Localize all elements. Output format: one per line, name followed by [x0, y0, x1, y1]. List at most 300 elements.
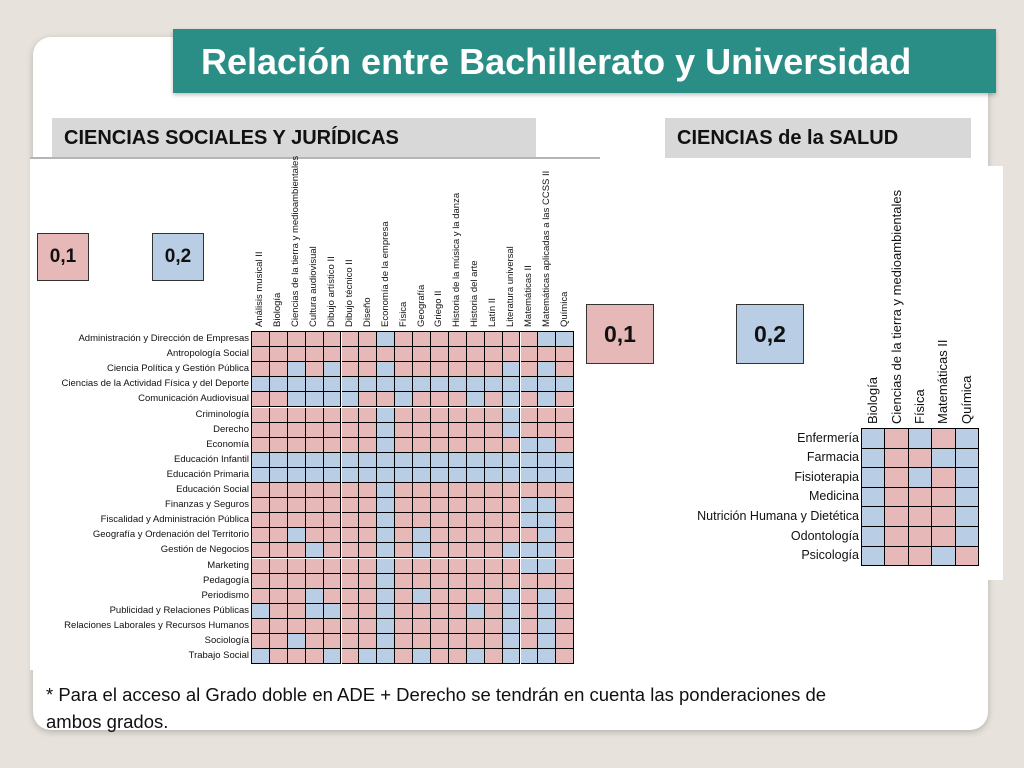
table-cell	[324, 634, 342, 649]
table-cell	[556, 604, 574, 619]
table-cell	[449, 649, 467, 664]
table-cell	[521, 574, 539, 589]
table-cell	[342, 543, 360, 558]
table-cell	[324, 423, 342, 438]
table-cell	[270, 453, 288, 468]
table-cell	[521, 483, 539, 498]
table-cell	[359, 362, 377, 377]
table-cell	[431, 468, 449, 483]
table-cell	[556, 513, 574, 528]
table-cell	[956, 429, 979, 449]
table-cell	[324, 453, 342, 468]
table-cell	[270, 528, 288, 543]
table-cell	[270, 604, 288, 619]
table-cell	[467, 498, 485, 513]
table-cell	[395, 543, 413, 558]
table-cell	[359, 347, 377, 362]
table-cell	[521, 468, 539, 483]
table-cell	[932, 429, 955, 449]
table-cell	[538, 604, 556, 619]
table-cell	[431, 392, 449, 407]
table-cell	[342, 483, 360, 498]
table-cell	[377, 498, 395, 513]
table-cell	[324, 362, 342, 377]
table-cell	[252, 513, 270, 528]
table-cell	[503, 574, 521, 589]
table-cell	[377, 604, 395, 619]
table-cell	[538, 574, 556, 589]
row-label: Farmacia	[806, 450, 859, 465]
table-cell	[485, 377, 503, 392]
row-label: Fisioterapia	[794, 469, 859, 484]
table-cell	[449, 468, 467, 483]
table-cell	[556, 408, 574, 423]
table-cell	[359, 468, 377, 483]
table-cell	[503, 604, 521, 619]
table-cell	[467, 543, 485, 558]
row-label: Trabajo Social	[188, 650, 249, 662]
column-header: Física	[912, 389, 928, 424]
table-cell	[306, 408, 324, 423]
table-cell	[932, 507, 955, 527]
table-cell	[413, 559, 431, 574]
table-cell	[377, 634, 395, 649]
table-cell	[252, 377, 270, 392]
table-cell	[342, 589, 360, 604]
table-cell	[413, 574, 431, 589]
table-cell	[467, 649, 485, 664]
table-cell	[521, 543, 539, 558]
table-cell	[270, 438, 288, 453]
table-cell	[342, 347, 360, 362]
table-cell	[449, 619, 467, 634]
table-cell	[538, 468, 556, 483]
table-cell	[359, 438, 377, 453]
table-cell	[538, 649, 556, 664]
table-cell	[503, 408, 521, 423]
table-cell	[359, 392, 377, 407]
table-cell	[395, 513, 413, 528]
table-cell	[862, 429, 885, 449]
table-cell	[556, 483, 574, 498]
table-cell	[449, 377, 467, 392]
table-cell	[324, 483, 342, 498]
table-cell	[413, 589, 431, 604]
table-cell	[288, 408, 306, 423]
table-cell	[324, 438, 342, 453]
table-cell	[449, 347, 467, 362]
table-cell	[270, 498, 288, 513]
table-cell	[503, 453, 521, 468]
table-cell	[288, 513, 306, 528]
table-cell	[556, 438, 574, 453]
table-cell	[270, 559, 288, 574]
table-cell	[306, 574, 324, 589]
table-cell	[932, 488, 955, 508]
table-cell	[909, 527, 932, 547]
table-cell	[324, 498, 342, 513]
table-cell	[288, 649, 306, 664]
table-cell	[449, 453, 467, 468]
table-cell	[306, 559, 324, 574]
table-cell	[377, 362, 395, 377]
table-cell	[485, 347, 503, 362]
table-cell	[342, 453, 360, 468]
table-cell	[288, 377, 306, 392]
table-cell	[306, 634, 324, 649]
table-cell	[485, 468, 503, 483]
table-cell	[521, 408, 539, 423]
row-label: Antropología Social	[166, 348, 249, 360]
table-cell	[359, 483, 377, 498]
column-header: Historia del arte	[469, 260, 481, 327]
table-cell	[485, 453, 503, 468]
table-cell	[556, 453, 574, 468]
column-header: Química	[558, 291, 570, 327]
table-cell	[288, 453, 306, 468]
table-cell	[885, 507, 908, 527]
table-cell	[306, 589, 324, 604]
table-cell	[324, 619, 342, 634]
table-cell	[556, 468, 574, 483]
table-cell	[270, 347, 288, 362]
table-cell	[932, 547, 955, 567]
table-cell	[449, 392, 467, 407]
table-cell	[306, 483, 324, 498]
table-cell	[485, 604, 503, 619]
table-cell	[449, 634, 467, 649]
table-cell	[288, 392, 306, 407]
table-cell	[306, 392, 324, 407]
table-cell	[431, 332, 449, 347]
table-cell	[359, 604, 377, 619]
table-cell	[538, 498, 556, 513]
table-cell	[503, 543, 521, 558]
row-label: Educación Primaria	[166, 468, 249, 480]
table-cell	[431, 634, 449, 649]
table-cell	[395, 589, 413, 604]
table-cell	[270, 332, 288, 347]
table-cell	[413, 498, 431, 513]
row-label: Derecho	[213, 423, 249, 435]
table-cell	[324, 589, 342, 604]
table-cell	[556, 377, 574, 392]
table-cell	[521, 559, 539, 574]
table-cell	[306, 377, 324, 392]
legend-high-box: 0,2	[152, 233, 204, 281]
column-header: Diseño	[361, 297, 373, 327]
table-cell	[485, 634, 503, 649]
table-cell	[395, 438, 413, 453]
table-cell	[521, 528, 539, 543]
row-label: Enfermería	[797, 430, 859, 445]
table-cell	[377, 408, 395, 423]
table-cell	[503, 468, 521, 483]
table-cell	[342, 604, 360, 619]
table-cell	[306, 498, 324, 513]
table-cell	[306, 347, 324, 362]
table-cell	[324, 332, 342, 347]
table-cell	[467, 589, 485, 604]
table-cell	[467, 362, 485, 377]
table-cell	[932, 468, 955, 488]
row-label: Criminología	[195, 408, 249, 420]
table-cell	[538, 362, 556, 377]
table-cell	[485, 332, 503, 347]
table-cell	[485, 543, 503, 558]
table-cell	[306, 332, 324, 347]
column-header: Griego II	[433, 290, 445, 327]
table-cell	[288, 438, 306, 453]
table-cell	[342, 513, 360, 528]
table-cell	[538, 332, 556, 347]
table-cell	[556, 392, 574, 407]
table-cell	[342, 559, 360, 574]
table-cell	[431, 543, 449, 558]
table-cell	[342, 438, 360, 453]
table-cell	[467, 453, 485, 468]
table-cell	[909, 488, 932, 508]
column-header: Análisis musical II	[254, 251, 266, 327]
table-cell	[270, 574, 288, 589]
row-label: Periodismo	[201, 589, 249, 601]
table-cell	[377, 377, 395, 392]
table-cell	[538, 453, 556, 468]
table-cell	[467, 528, 485, 543]
row-label: Administración y Dirección de Empresas	[78, 333, 249, 345]
column-header: Historia de la música y la danza	[451, 192, 463, 327]
table-cell	[306, 362, 324, 377]
table-cell	[862, 507, 885, 527]
table-cell	[521, 498, 539, 513]
table-cell	[431, 408, 449, 423]
table-cell	[503, 362, 521, 377]
footnote: * Para el acceso al Grado doble en ADE + Derecho se tendrán en cuenta las ponderaciones de ambos grados.	[46, 684, 827, 732]
legend-high-box-health: 0,2	[736, 304, 804, 364]
table-cell	[252, 408, 270, 423]
table-cell	[342, 634, 360, 649]
column-header: Matemáticas II	[522, 265, 534, 327]
table-cell	[288, 619, 306, 634]
table-cell	[485, 438, 503, 453]
table-cell	[431, 453, 449, 468]
table-cell	[956, 449, 979, 469]
table-cell	[467, 438, 485, 453]
table-cell	[485, 528, 503, 543]
table-cell	[485, 408, 503, 423]
table-cell	[342, 332, 360, 347]
table-cell	[395, 347, 413, 362]
table-cell	[395, 559, 413, 574]
table-cell	[395, 408, 413, 423]
table-cell	[956, 468, 979, 488]
table-cell	[288, 634, 306, 649]
table-cell	[449, 574, 467, 589]
table-cell	[324, 408, 342, 423]
table-cell	[413, 453, 431, 468]
table-cell	[556, 619, 574, 634]
table-cell	[503, 377, 521, 392]
table-cell	[395, 332, 413, 347]
table-cell	[324, 649, 342, 664]
table-cell	[467, 559, 485, 574]
table-cell	[503, 589, 521, 604]
table-cell	[413, 347, 431, 362]
table-cell	[252, 483, 270, 498]
table-cell	[288, 362, 306, 377]
social-sciences-heading: CIENCIAS SOCIALES Y JURÍDICAS	[52, 118, 536, 158]
table-cell	[270, 362, 288, 377]
table-cell	[538, 347, 556, 362]
table-cell	[252, 619, 270, 634]
table-cell	[395, 574, 413, 589]
table-cell	[521, 604, 539, 619]
table-cell	[431, 589, 449, 604]
row-label: Ciencia Política y Gestión Pública	[106, 363, 249, 375]
table-cell	[395, 423, 413, 438]
table-cell	[449, 423, 467, 438]
table-cell	[413, 468, 431, 483]
table-cell	[252, 604, 270, 619]
table-cell	[956, 488, 979, 508]
row-label: Medicina	[808, 489, 859, 504]
column-header: Ciencias de la tierra y medioambientales	[290, 155, 302, 327]
table-cell	[556, 559, 574, 574]
table-cell	[288, 604, 306, 619]
table-cell	[252, 468, 270, 483]
table-cell	[377, 423, 395, 438]
table-cell	[467, 392, 485, 407]
table-cell	[449, 513, 467, 528]
table-cell	[342, 408, 360, 423]
column-header: Geografía	[415, 284, 427, 327]
table-cell	[270, 543, 288, 558]
table-cell	[377, 513, 395, 528]
title-bar	[173, 29, 996, 93]
table-cell	[431, 347, 449, 362]
table-cell	[431, 528, 449, 543]
table-cell	[485, 483, 503, 498]
row-label: Comunicación Audiovisual	[138, 393, 249, 405]
table-cell	[377, 559, 395, 574]
row-label: Sociología	[204, 635, 249, 647]
table-cell	[306, 468, 324, 483]
table-cell	[342, 392, 360, 407]
table-cell	[252, 634, 270, 649]
table-cell	[521, 589, 539, 604]
table-cell	[503, 559, 521, 574]
column-header: Química	[958, 375, 974, 424]
table-cell	[503, 347, 521, 362]
table-cell	[449, 362, 467, 377]
table-cell	[377, 574, 395, 589]
table-cell	[413, 392, 431, 407]
table-cell	[485, 649, 503, 664]
table-cell	[377, 453, 395, 468]
table-cell	[431, 498, 449, 513]
table-cell	[449, 483, 467, 498]
table-cell	[252, 423, 270, 438]
column-header: Economía de la empresa	[379, 221, 391, 327]
table-cell	[288, 423, 306, 438]
table-cell	[288, 347, 306, 362]
table-cell	[252, 362, 270, 377]
row-label: Nutrición Humana y Dietética	[697, 509, 859, 523]
table-cell	[324, 347, 342, 362]
table-cell	[538, 423, 556, 438]
table-cell	[556, 543, 574, 558]
table-cell	[342, 423, 360, 438]
table-cell	[395, 619, 413, 634]
table-cell	[252, 498, 270, 513]
table-cell	[556, 362, 574, 377]
table-cell	[306, 543, 324, 558]
row-label: Relaciones Laborales y Recursos Humanos	[64, 619, 249, 631]
table-cell	[395, 649, 413, 664]
table-cell	[306, 619, 324, 634]
column-header: Latín II	[487, 297, 499, 327]
table-cell	[377, 543, 395, 558]
table-cell	[538, 483, 556, 498]
table-cell	[252, 347, 270, 362]
column-header: Literatura universal	[505, 246, 517, 327]
table-cell	[413, 619, 431, 634]
table-cell	[359, 453, 377, 468]
table-cell	[449, 559, 467, 574]
table-cell	[288, 332, 306, 347]
table-cell	[270, 392, 288, 407]
table-cell	[324, 468, 342, 483]
column-header: Biología	[865, 377, 881, 424]
table-cell	[288, 498, 306, 513]
table-cell	[521, 423, 539, 438]
table-cell	[538, 559, 556, 574]
table-cell	[538, 377, 556, 392]
table-cell	[288, 483, 306, 498]
table-cell	[932, 449, 955, 469]
table-cell	[467, 423, 485, 438]
column-header: Cultura audiovisual	[308, 246, 320, 327]
table-cell	[556, 574, 574, 589]
table-cell	[324, 574, 342, 589]
table-cell	[288, 528, 306, 543]
table-cell	[862, 547, 885, 567]
table-cell	[359, 377, 377, 392]
table-cell	[324, 392, 342, 407]
table-cell	[556, 423, 574, 438]
table-cell	[556, 498, 574, 513]
table-cell	[377, 589, 395, 604]
table-cell	[503, 392, 521, 407]
table-cell	[503, 619, 521, 634]
table-cell	[342, 468, 360, 483]
table-cell	[467, 483, 485, 498]
table-cell	[431, 377, 449, 392]
table-cell	[395, 483, 413, 498]
table-cell	[467, 377, 485, 392]
table-cell	[252, 453, 270, 468]
table-cell	[885, 488, 908, 508]
legend-low-box: 0,1	[37, 233, 89, 281]
table-cell	[324, 543, 342, 558]
table-cell	[467, 513, 485, 528]
table-cell	[449, 604, 467, 619]
table-cell	[449, 498, 467, 513]
table-cell	[252, 649, 270, 664]
table-cell	[556, 528, 574, 543]
table-cell	[467, 634, 485, 649]
table-cell	[485, 362, 503, 377]
